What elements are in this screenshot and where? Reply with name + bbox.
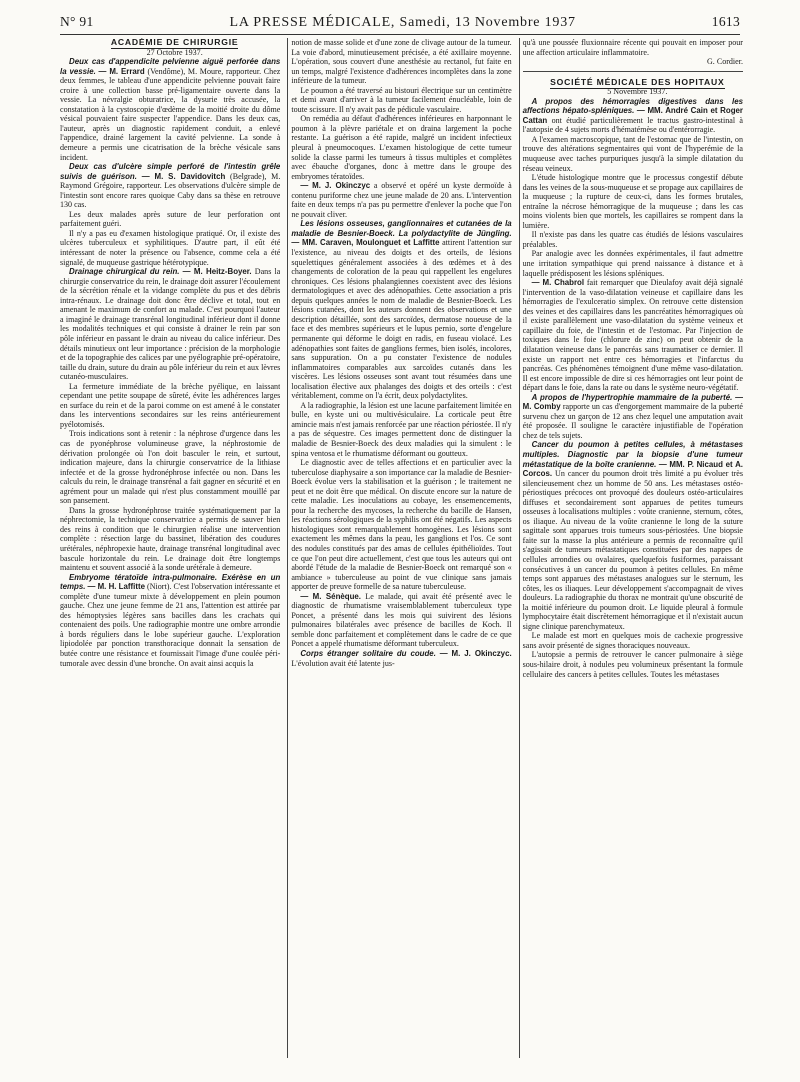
paragraph: qu'à une poussée fluxionnaire récente qui pouvait en imposer pour une affection articulaire inflammatoire. [522,38,743,57]
column-2 [287,38,511,1058]
paragraph: Les deux malades après suture de leur perforation ont parfaitement guéri. [60,209,281,229]
article-title: Les lésions osseuses, ganglionnaires et cutanées de la maladie de Besnier-Boeck. La polydactylite de Jüngling. [291,219,512,238]
section-title: ACADÉMIE DE CHIRURGIE [110,38,239,47]
article-title: A propos de l'hypertrophie mammaire de la puberté. [531,392,733,402]
article-authors: — M. J. Okinczyc. [439,649,512,658]
article-text: (Niort). C'est l'observation intéressante et complète d'une tumeur mixte à développement en plein poumon gauche. Chez une jeune femme de 21 ans, l'attention est attirée par des hémoptysies légères sans bacilles dans les crachats qui contenaient des poils. Une radiographie montre une ombre arrondie à bords réguliers dans le lobe supérieur gauche. L'exploration lipiodolée par ponction transthoracique donnait la sensation de butée contre une résistance et fournissait l'image d'une coulée péri-tumorale avec dessin d'une bronche. On avait ainsi acquis la [60,582,281,668]
article-authors: — MM. André Cain et Roger Cattan [522,106,743,125]
article-authors: — MM. P. Nicaud et A. Corcos. [522,459,743,479]
paragraph [291,592,511,649]
article-text: Le malade, qui avait été présenté avec le diagnostic de rhumatisme vraisemblablement tuberculeux type Poncet, a présenté dans les mois qui suivirent des lésions pulmonaires bilatérales avec présence de bacilles de Koch. Il semble donc parfaitement et complètement dans le cadre de ce que Poncet a appelé rhumatisme déformant tuberculeux. [291,591,512,649]
article-text: Dans la chirurgie conservatrice du rein, le drainage doit assurer l'écoulement de la sécrétion rénale et la vidange complète du pus et des débris intra-rénaux. Le drainage doit donc être déclive et total, tout en amenant le maximum de confort au malade. C'est pourquoi l'auteur a imaginé le drainage transrénal longitudinal inférieur dont il donne les modalités techniques et qui consiste à drainer le rein par son pôle inférieur en passant le drain au niveau du calice inférieur. Des détails minutieux ont leur importance : précision de la morphologie et de la topographie des calices par une pyélographie pré-opératoire, taille du drain, suture du drain au pôle inférieur du rein et aux lèvres cutanéo-musculaires. [60,267,281,382]
article-text: (Vendôme), M. Moure, rapporteur. Chez deux femmes, le tableau d'une appendicite pelvienne pouvait faire croire à une collection basse pré-ligamentaire ouverte dans la vessie. La névralgie obturatrice, la dysurie très accusée, la constatation à la cystoscopie d'œdème de la moitié droite du dôme vésical pouvaient faire suspecter l'appendice. Dans les deux cas, l'auteur, après un diagnostic rapidement conduit, a enlevé l'appendice, drainé largement la cavité pelvienne. La sonde à demeure a permis une cicatrisation de la brèche vésicale sans incident. [60,66,281,162]
issue-number: N° 91 [60,14,94,29]
article-authors: — M. Sénèque. [300,591,361,601]
paragraph: L'autopsie a permis de retrouver le cancer pulmonaire à siège sous-hilaire droit, à nodules peu volumineux présentant la formule cellulaire des cancers à petites cellules. Toutes les métastases [522,650,743,679]
article-text: ont étudié particulièrement le tractus gastro-intestinal à l'autopsie de 4 sujets morts d'hématémèse ou d'entérorragie. [522,115,743,135]
paragraph: Le malade est mort en quelques mois de cachexie progressive sans avoir présenté de signes thoraciques nouveaux. [522,631,743,650]
article-authors: — M. S. Davidovitch [141,171,226,181]
article [523,393,743,441]
article-title: Deux cas d'ulcère simple perforé de l'intestin grêle suivis de guérison. [60,162,281,181]
article [60,267,280,382]
paragraph: Trois indications sont à retenir : la néphrose d'urgence dans les cas de pyonéphrose volumineuse grave, la néphrostomie de dérivation prolongée où l'on doit basculer le rein, et surtout, indication majeure, dans la chirurgie conservatrice de la lithiase infectée et de la grosse hydronéphrose infectée ou non. Dans les calculs du rein, le drainage transrénal a fait gagner en sécurité et en agrément pour un malade qui n'est plus constamment mouillé par son pansement. [60,429,281,506]
paragraph: Il n'y a pas eu d'examen histologique pratiqué. Or, il existe des ulcères tuberculeux et syphilitiques. D'autre part, il eût été intéressant de noter la présence ou l'absence, comme cela a été signalé, de muqueuse gastrique hétérotypique. [60,228,281,267]
article-text: fait remarquer que Dieulafoy avait déjà signalé l'intervention de la vaso-dilatation veineuse et capillaire dans les hémorragies de l'exulceratio simplex. On retrouve cette distension des veines et des capillaires dans les pancréatites hémorragiques où il existe parallèlement une vaso-dilatation du système veineux et capillaire du foie, de l'intestin et de l'estomac. Par l'injection de toxiques dans le foie (chlorure de zinc) on peut obtenir de la dilatation veineuse dans le pancréas sans traumatiser ce dernier. Il existe un rapport net entre ces hémorragies et l'infarctus du pancréas. Ces phénomènes témoignent d'une même vaso-dilatation. Il est encore impossible de dire si ces hémorragies ont leur point de départ dans le foie, dans la rate ou dans le système neuro-végétatif. [522,278,743,393]
article-authors: — M. Heitz-Boyer. [182,267,252,277]
article-authors: — M. J. Okinczyc [300,181,371,191]
article [291,649,511,668]
article-authors: — M. H. Laffitte [87,582,145,592]
paragraph: Le poumon a été traversé au bistouri électrique sur un centimètre et demi avant d'arriver à la tumeur facilement énucléable, loin de toute scissure. Il n'y avait pas de pédicule vasculaire. [291,85,512,114]
article-authors: — M. Errard [98,66,145,76]
paragraph [291,181,511,219]
article-authors: — M. Chabrol [531,278,585,288]
article [523,440,743,631]
article [60,57,280,162]
article-title: Corps étranger solitaire du coude. [300,649,436,658]
article [60,162,280,210]
paragraph: La fermeture immédiate de la brèche pyélique, en laissant cependant une petite soupape de sûreté, évite les adhérences larges en surface du rein et de la paroi comme on est amené à le constater dans les interventions secondaires sur les reins antérieurement pyélotomisés. [60,381,281,429]
paragraph: A la radiographie, la lésion est une lacune parfaitement limitée en bulle, en kyste uni ou multivésiculaire. La corticale peut être amincie mais n'est jamais renforcée par une réaction périostée. Il n'y a pas de séquestre. Ces images permettent donc de distinguer la maladie de Besnier-Boeck des deux maladies qui la simulent : le spina ventosa et le rhumatisme déformant ou goutteux. [291,400,512,458]
section-title: SOCIÉTÉ MÉDICALE DES HOPITAUX [550,76,725,87]
page-number: 1613 [711,14,740,29]
section-divider [523,71,743,72]
column-1 [60,38,280,1058]
article [60,573,280,668]
paragraph: A l'examen macroscopique, tant de l'estomac que de l'intestin, on trouve des altérations segmentaires qui vont de l'hyperémie de la muqueuse avec taches purpuriques jusqu'à la simple dilatation du réseau veineux. [522,134,743,173]
article-text: Un cancer du poumon droit très limité a pu évoluer très silencieusement chez un homme de 50 ans. Les métastases ostéo-périostiques précoces ont provoqué des douleurs ostéo-articulaires diffuses et secondairement sont apparues de petites tumeurs osseuses à localisations multiples : voûte cranienne, sternum, côtes, os iliaque. Au niveau de la voûte cranienne le long de la suture sagittale sont apparues trois tumeurs sous-périostées. Une biopsie faite sur la masse la plus antérieure a permis de reconnaître qu'il s'agissait de tumeurs métastatiques constituées par des nappes de cellules arrondies ou ovalaires, quelquefois fusiformes, paraissant consécutives à un cancer du poumon à petites cellules. En même temps sont apparues des métastases analogues sur le sternum, les côtes, les os iliaques. Leur développement s'accompagnait de vives douleurs. La radiographie du thorax ne montrait qu'une obscurité de la moitié inférieure du poumon droit. Le liquide pleural à formule lymphocytaire était discrètement hémorragique et il n'existait aucun signe clinique parenchymateux. [522,469,743,631]
article-text: attirent l'attention sur l'existence, au niveau des doigts et des orteils, de lésions squelettiques généralement associées à des œdèmes et à des changements de coloration de la peau qui rappellent les engelures chroniques. Ces lésions phalangiennes coexistent avec des lésions dermatologiques et avec des adénopathies. Cette association a pris depuis quelques années le nom de maladie de Besnier-Boeck. Les lésions cutanées, dont les auteurs donnent des observations et une description détaillée, sont des sarcoïdes, dermatose noueuse de la face et des membres supérieurs et le lupus pernio, sorte d'engelure permanente qui déforme le doigt en radis, en fuseau violacé. Les adénopathies sont faites de ganglions fermes, bien isolés, incolores, sans suppuration. On a pu constater l'existence de nodules inflammatoires comparables aux sarcoïdes cutanés dans les viscères. Les lésions osseuses sont avant tout résumées dans une localisation élective aux phalanges des doigts et des orteils : c'est véritablement, comme on l'a écrit, deux polydactylites. [291,238,512,401]
article-title: Embryome tératoïde intra-pulmonaire. Exérèse en un temps. [60,572,281,592]
article-text: (Belgrade), M. Raymond Grégoire, rapporteur. Les observations d'ulcère simple de l'intestin sont encore rares quoique Caby dans sa thèse en retrouve 130 cas. [60,171,281,210]
header-rule [60,34,740,35]
article-title: A propos des hémorragies digestives dans les affections hépato-spléniques. [522,96,743,116]
article [291,219,511,400]
paragraph: notion de masse solide et d'une zone de clivage autour de la tumeur. La voie d'abord, minutieusement précisée, a été axillaire moyenne. L'opération, sous couvert d'une anesthésie au rectanol, fut faite en un temps, malgré l'existence d'adhérences incomplètes dans la zone inférieure de la tumeur. [291,38,512,86]
paragraph: On remédia au défaut d'adhérences inférieures en harponnant le poumon à la plèvre pariétale et on draina largement la poche restante. La guérison a été rapide, malgré un incident infectieux pleural à pneumocoques. L'examen histologique de cette tumeur solide la classe parmi les tumeurs à tissus multiples et complètes avec ébauche d'organes, donc à mettre dans le groupe des embryomes tératoïdes. [291,114,512,181]
section-date: 5 Novembre 1937. [607,87,668,97]
paragraph: Dans la grosse hydronéphrose traitée systématiquement par la néphrectomie, la technique conservatrice a permis de sauver bien des reins à condition que le chirurgien réalise une intervention complète : résection large du bassinet, libération des coudures urétérales, néphropexie haute, drainage transrénal longitudinal avec bascule horizontale du rein. Le drainage doit être longtemps maintenu et souvent associé à la sonde urétérale à demeure. [60,505,281,573]
journal-title: LA PRESSE MÉDICALE, Samedi, 13 Novembre 1937 [229,15,576,30]
article-title: Cancer du poumon à petites cellules, à métastases multiples. Diagnostic par la biopsie d'une tumeur métastatique de la boîte cranienne. [522,440,743,469]
paragraph: L'étude histologique montre que le processus congestif débute dans les veines de la sous-muqueuse et se propage aux capillaires de la muqueuse ; la rupture de ceux-ci, dans les formes brutales, entraîne la nécrose hémorragique de la muqueuse ; dans les cas moins violents bien que mortels, les capillaires se rompent dans la lumière. [522,173,743,230]
signature: G. Cordier. [707,57,743,67]
article-authors: — M. Comby [522,392,743,412]
column-3 [519,38,743,1058]
paragraph: Par analogie avec les données expérimentales, il faut admettre une irritation sympathique qui prend naissance à distance et à laquelle prédisposent les lésions spléniques. [522,249,743,278]
article-text: rapporte un cas d'engorgement mammaire de la puberté survenu chez un garçon de 12 ans chez lequel une amputation avait été proposée. Il souligne le caractère injustifiable de l'opération chez de tels sujets. [522,402,743,440]
article [523,97,743,135]
columns [60,38,743,1058]
article-text: L'évolution avait été latente jus- [291,658,395,668]
article-text: a observé et opéré un kyste dermoïde à contenu puriforme chez une jeune malade de 20 ans. L'intervention faite en deux temps n'a pas pu permettre d'enlever la poche que l'on ne pouvait cliver. [291,181,512,219]
section-date: 27 Octobre 1937. [146,47,203,57]
article-authors: — MM. Caraven, Moulonguet et Laffitte [291,238,440,248]
article-title: Deux cas d'appendicite pelvienne aiguë perforée dans la vessie. [60,57,281,76]
paragraph [523,278,743,393]
article-title: Drainage chirurgical du rein. [69,267,180,277]
page-header [60,14,740,34]
paragraph: Il n'existe pas dans les quatre cas étudiés de lésions vasculaires préalables. [522,230,743,249]
paragraph: Le diagnostic avec de telles affections et en particulier avec la tuberculose diaphysaire a son importance car la maladie de Besnier-Boeck évolue vers la stabilisation et la guérison ; le traitement ne peut et ne doit être que médical. On discute encore sur la nature de cette maladie. Les inoculations au cobaye, les ensemencements, pour la recherche des mycoses, la recherche du bacille de Hansen, les réactions sérologiques de la syphilis ont été négatifs. Les aspects histologiques sont remarquablement homogènes. Les lésions sont exactement les mêmes dans la peau, les ganglions et l'os. Ce sont des nodules constitués par des amas de cellules épithélioïdes. Tout ce que l'on peut dire actuellement, c'est que tous les auteurs qui ont abordé l'étude de la maladie de Besnier-Boeck ont remarqué son « ambiance » tuberculeuse au point de vue clinique sans jamais apporter de preuve formelle de sa nature tuberculeuse. [291,458,512,592]
